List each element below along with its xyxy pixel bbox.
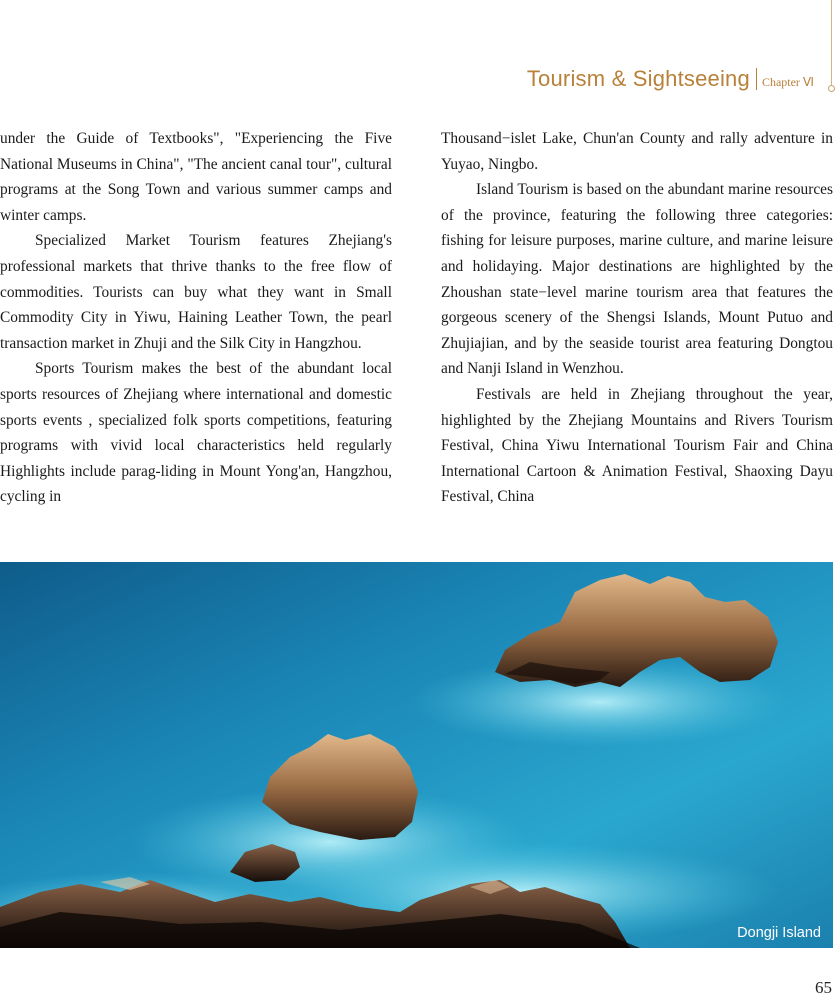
right-text-column (441, 126, 833, 510)
right-paragraph-1: Thousand−islet Lake, Chun'an County and rally adventure in Yuyao, Ningbo. (441, 130, 833, 173)
page-number: 65 (815, 978, 832, 997)
header-title: Tourism & Sightseeing (526, 66, 750, 91)
edge-decoration-dot (828, 85, 835, 92)
left-paragraph-3: Sports Tourism makes the best of the abundant local sports resources of Zhejiang where international and domestic sports events , specialized folk sports competitions, featuring programs with vivid local characteristics held regularly Highlights include parag-liding in Mount Yong'an, Hangzhou, cycling in (0, 360, 392, 506)
island-photo-illustration (0, 562, 833, 948)
header-chapter: Chapter Ⅵ (761, 75, 814, 89)
island-photo (0, 562, 833, 948)
left-paragraph-2: Specialized Market Tourism features Zhejiang's professional markets that thrive thanks to the free flow of commodities. Tourists can buy what they want in Small Commodity City in Yiwu, Haining Leather Town, the pearl transaction market in Zhuji and the Silk City in Hangzhou. (0, 232, 392, 352)
left-paragraph-1: under the Guide of Textbooks", "Experiencing the Five National Museums in China", "The ancient canal tour", cultural programs at the Song Town and various summer camps and winter camps. (0, 130, 392, 224)
right-paragraph-3: Festivals are held in Zhejiang throughout the year, highlighted by the Zhejiang Mountains and Rivers Tourism Festival, China Yiwu International Tourism Fair and China International Cartoon & Animation Festival, Shaoxing Dayu Festival, China (441, 385, 833, 506)
left-text-column (0, 126, 392, 510)
edge-decoration-line (831, 0, 832, 86)
running-header (527, 66, 814, 92)
header-separator (756, 68, 757, 90)
right-paragraph-2: Island Tourism is based on the abundant marine resources of the province, featuring the following three categories: fishing for leisure purposes, marine culture, and marine leisure and holidaying. Major destinations are highlighted by the Zhoushan state−level marine tourism area that features the gorgeous scenery of the Shengsi Islands, Mount Putuo and Zhujiajian, and by the seaside tourist area featuring Dongtou and Nanji Island in Wenzhou. (441, 181, 833, 378)
photo-caption: Dongji Island (737, 925, 821, 941)
